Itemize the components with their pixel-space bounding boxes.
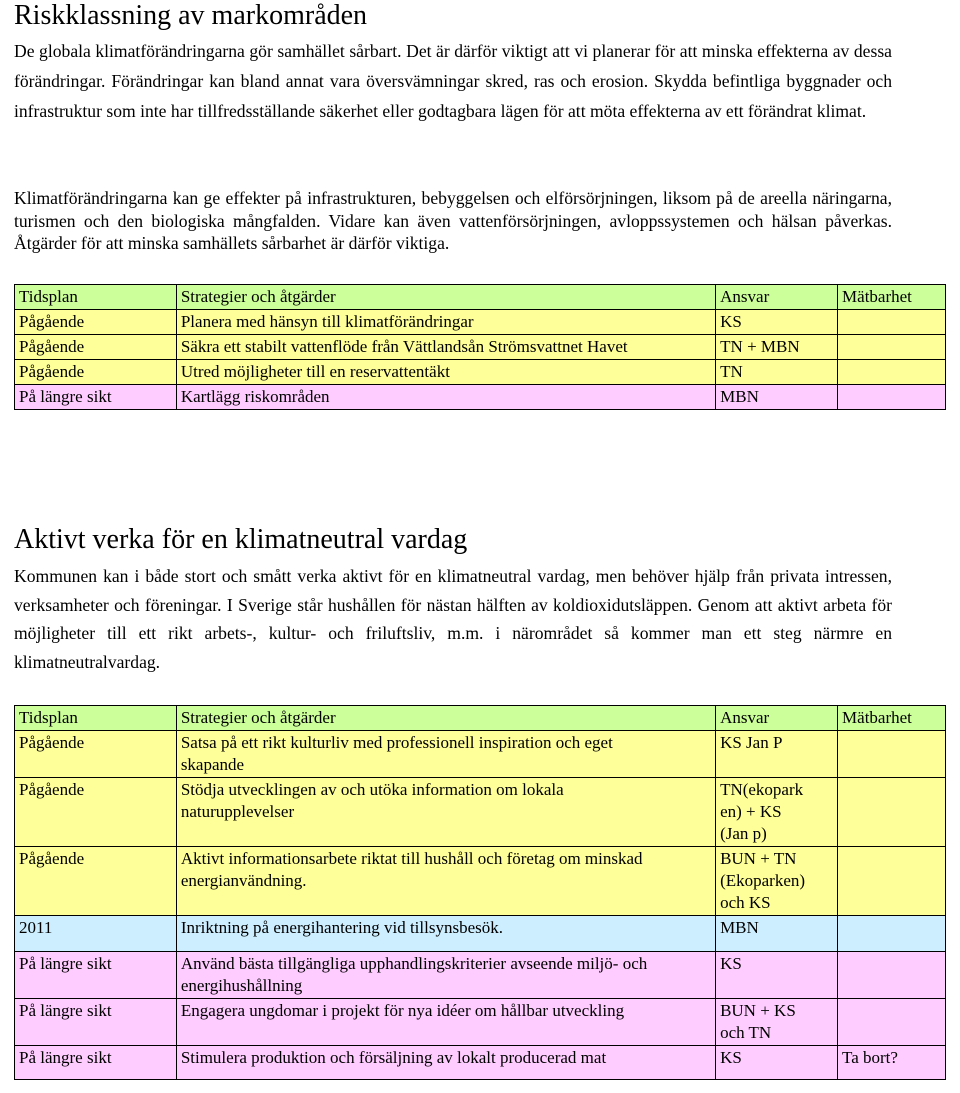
- cell-strategi: Satsa på ett rikt kulturliv med professionell inspiration och eget skapande: [176, 731, 715, 778]
- table-row: [15, 1046, 946, 1080]
- cell-matbarhet: [838, 335, 946, 360]
- section-title-klimatneutral: Aktivt verka för en klimatneutral vardag: [14, 524, 468, 555]
- table-row: [15, 310, 946, 335]
- header-ansvar: Ansvar: [716, 285, 838, 310]
- cell-strategi: Aktivt informationsarbete riktat till hushåll och företag om minskad energianvändning.: [176, 847, 715, 916]
- cell-matbarhet: [838, 731, 946, 778]
- table-row: [15, 360, 946, 385]
- cell-strategi: Kartlägg riskområden: [176, 385, 715, 410]
- cell-strategi: Inriktning på energihantering vid tillsynsbesök.: [176, 916, 715, 952]
- cell-strategi: Planera med hänsyn till klimatförändringar: [176, 310, 715, 335]
- table-row: [15, 778, 946, 847]
- cell-tidsplan: Pågående: [15, 778, 177, 847]
- cell-strategi: Säkra ett stabilt vattenflöde från Vättlandsån Strömsvattnet Havet: [176, 335, 715, 360]
- cell-ansvar: KS: [716, 310, 838, 335]
- cell-ansvar: KS: [716, 1046, 838, 1080]
- header-strategier: Strategier och åtgärder: [176, 285, 715, 310]
- table-header-row: [15, 285, 946, 310]
- cell-ansvar: KS: [716, 952, 838, 999]
- cell-strategi: Använd bästa tillgängliga upphandlingskriterier avseende miljö- och energihushållning: [176, 952, 715, 999]
- table-row: [15, 916, 946, 952]
- cell-ansvar: BUN + KS och TN: [716, 999, 838, 1046]
- cell-matbarhet: [838, 847, 946, 916]
- klimatneutral-action-table: [14, 705, 946, 1080]
- cell-tidsplan: På längre sikt: [15, 952, 177, 999]
- cell-matbarhet: [838, 916, 946, 952]
- cell-matbarhet: [838, 999, 946, 1046]
- table-row: [15, 385, 946, 410]
- cell-matbarhet: Ta bort?: [838, 1046, 946, 1080]
- header-matbarhet: Mätbarhet: [838, 706, 946, 731]
- cell-strategi: Utred möjligheter till en reservattentäkt: [176, 360, 715, 385]
- klimatneutral-paragraph: Kommunen kan i både stort och smått verka aktivt för en klimatneutral vardag, men behöver hjälp från privata intressen, verksamheter och föreningar. I Sverige står hushållen för nästan hälften av koldioxidutsläppen. Genom att aktivt arbeta för möjligheter till ett rikt arbets-, kultur- och friluftsliv, m.m. i närområdet så kommer man ett steg närmre en klimatneutralvardag.: [14, 566, 892, 672]
- cell-tidsplan: Pågående: [15, 335, 177, 360]
- section-title-risk: Riskklassning av markområden: [14, 0, 368, 31]
- header-matbarhet: Mätbarhet: [838, 285, 946, 310]
- table-header-row: [15, 706, 946, 731]
- cell-matbarhet: [838, 385, 946, 410]
- cell-tidsplan: På längre sikt: [15, 999, 177, 1046]
- cell-matbarhet: [838, 778, 946, 847]
- table-row: [15, 847, 946, 916]
- cell-ansvar: TN(ekopark en) + KS (Jan p): [716, 778, 838, 847]
- cell-ansvar: KS Jan P: [716, 731, 838, 778]
- intro-paragraph-1: De globala klimatförändringarna gör samhället sårbart. Det är därför viktigt att vi planerar för att minska effekterna av dessa förändringar. Förändringar kan bland annat vara översvämningar skred, ras och erosion. Skydda befintliga byggnader och infrastruktur som inte har tillfredsställande säkerhet eller godtagbara lägen för att möta effekterna av ett förändrat klimat.: [14, 41, 892, 121]
- table-row: [15, 999, 946, 1046]
- cell-tidsplan: 2011: [15, 916, 177, 952]
- cell-ansvar: TN + MBN: [716, 335, 838, 360]
- header-strategier: Strategier och åtgärder: [176, 706, 715, 731]
- risk-action-table: [14, 284, 946, 410]
- cell-ansvar: MBN: [716, 385, 838, 410]
- cell-tidsplan: På längre sikt: [15, 385, 177, 410]
- cell-tidsplan: Pågående: [15, 360, 177, 385]
- table-row: [15, 731, 946, 778]
- cell-strategi: Engagera ungdomar i projekt för nya idéer om hållbar utveckling: [176, 999, 715, 1046]
- cell-tidsplan: Pågående: [15, 847, 177, 916]
- cell-tidsplan: Pågående: [15, 731, 177, 778]
- cell-strategi: Stödja utvecklingen av och utöka information om lokala naturupplevelser: [176, 778, 715, 847]
- cell-matbarhet: [838, 952, 946, 999]
- table-row: [15, 952, 946, 999]
- cell-ansvar: TN: [716, 360, 838, 385]
- header-ansvar: Ansvar: [716, 706, 838, 731]
- table-row: [15, 335, 946, 360]
- cell-matbarhet: [838, 310, 946, 335]
- cell-matbarhet: [838, 360, 946, 385]
- cell-strategi: Stimulera produktion och försäljning av lokalt producerad mat: [176, 1046, 715, 1080]
- header-tidsplan: Tidsplan: [15, 285, 177, 310]
- cell-tidsplan: På längre sikt: [15, 1046, 177, 1080]
- header-tidsplan: Tidsplan: [15, 706, 177, 731]
- intro-paragraph-2: Klimatförändringarna kan ge effekter på infrastrukturen, bebyggelsen och elförsörjningen, liksom på de areella näringarna, turismen och den biologiska mångfalden. Vidare kan även vattenförsörjningen, avloppssystemen och hälsan påverkas. Åtgärder för att minska samhällets sårbarhet är därför viktiga.: [14, 188, 892, 253]
- cell-ansvar: MBN: [716, 916, 838, 952]
- cell-ansvar: BUN + TN (Ekoparken) och KS: [716, 847, 838, 916]
- cell-tidsplan: Pågående: [15, 310, 177, 335]
